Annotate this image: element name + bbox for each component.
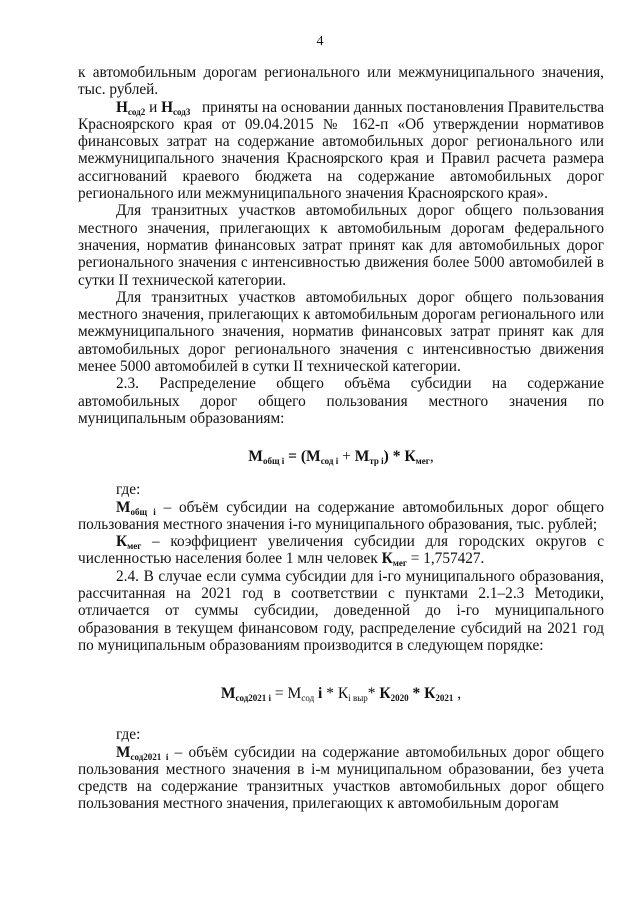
page-number: 4 [316,34,324,49]
definition-m-obsh: $М_{общ i}$ – объём субсидии на содержание автомобильных дорог общего пользования местного значения i-го муниципального образования, тыс. рублей; [78,498,604,533]
paragraph-2: $Н_{сод2}$ и $Н_{сод3}$ приняты на основании данных постановления Правительства Красноярского края от 09.04.2015 № 162-п «Об утверждении нормативов финансовых затрат на содержание автомобильных дорог регионального или межмуниципального значения Красноярского края и Правил расчета размера ассигнований краевого бюджета на содержание автомобильных дорог регионального или межмуниципального значения Красноярского края». [78,98,604,203]
document-body [78,64,604,813]
paragraph-5: 2.3. Распределение общего объёма субсидии на содержание автомобильных дорог общего пользования местного значения по муниципальным образованиям: [78,375,604,427]
where-label-2: где: [116,726,141,744]
paragraph-1: к автомобильным дорогам регионального или межмуниципального значения, тыс. рублей. [78,64,604,99]
where-label-1: где: [116,481,141,499]
formula-subsidy-2021: $М_{сод2021 i} = М_{сод}$ i * $К_{i выр}*$ $К_{2020} * К_{2021}$ , [220,685,462,704]
definition-m-sod2021: $М_{сод2021 i}$ – объём субсидии на содержание автомобильных дорог общего пользования местного значения в i-м муниципальном образовании, без учета средств на содержание транзитных участков автомобильных дорог общего пользования местного значения, прилегающих к автомобильным дорогам [78,743,604,813]
paragraph-3: Для транзитных участков автомобильных дорог общего пользования местного значения, прилегающих к автомобильным дорогам федерального значения, норматив финансовых затрат принят как для автомобильных дорог регионального значения с интенсивностью движения более 5000 автомобилей в сутки II технической категории. [78,202,604,289]
symbol-n-sod3: $Н_{сод3}$ [161,98,191,117]
definition-k-meg: $К_{мег}$ – коэффициент увеличения субсидии для городских округов с численностью населения более 1 млн человек $К_{мег} = 1,757427$. [78,533,604,569]
formula-total-subsidy: $М_{общ i} = (М_{сод i} + М_{тр i}) * К_{мег}$, [248,448,434,467]
paragraph-2-4: 2.4. В случае если сумма субсидии для i-го муниципального образования, рассчитанная на 2021 год в соответствии с пунктами 2.1–2.3 Методики, отличается от суммы субсидии, доведенной до i-го муниципального образования в текущем финансовом году, распределение субсидий на 2021 год по муниципальным образованиям производится в следующем порядке: [78,567,604,654]
paragraph-4: Для транзитных участков автомобильных дорог общего пользования местного значения, прилегающих к автомобильным дорогам регионального или межмуниципального значения, норматив финансовых затрат принят как для автомобильных дорог регионального значения с интенсивностью движения менее 5000 автомобилей в сутки II технической категории. [78,288,604,376]
symbol-n-sod2: $Н_{сод2}$ [116,98,146,117]
